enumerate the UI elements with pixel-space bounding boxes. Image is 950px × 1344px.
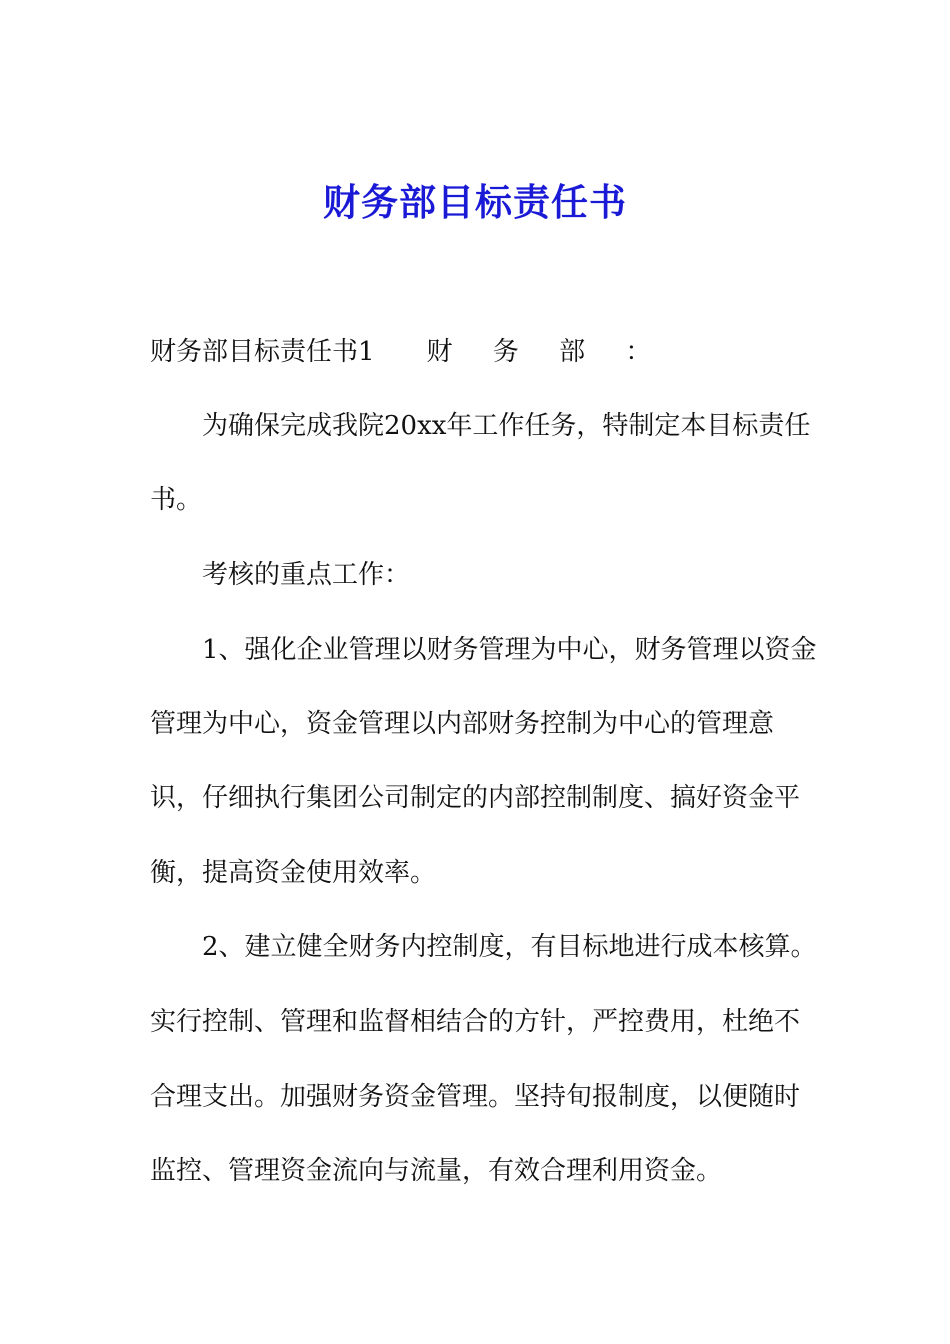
paragraph-line: 实行控制、管理和监督相结合的方针，严控费用，杜绝不 (150, 1007, 801, 1037)
paragraph-line: 衡，提高资金使用效率。 (150, 858, 437, 888)
paragraph-line: 考核的重点工作： (202, 560, 411, 590)
paragraph-line: 为确保完成我院20xx年工作任务，特制定本目标责任 (202, 411, 811, 441)
section-header (150, 334, 810, 370)
section-header-right: 财 务 部 ： (426, 337, 668, 367)
paragraph-line: 1、强化企业管理以财务管理为中心，财务管理以资金 (202, 635, 817, 665)
paragraph-line: 管理为中心，资金管理以内部财务控制为中心的管理意 (150, 709, 775, 739)
paragraph-line: 监控、管理资金流向与流量，有效合理利用资金。 (150, 1156, 723, 1186)
document-title: 财务部目标责任书 (323, 180, 627, 224)
section-header-left: 财务部目标责任书1 (150, 337, 375, 367)
paragraph-line: 2、建立健全财务内控制度，有目标地进行成本核算。 (202, 932, 817, 962)
paragraph-line: 合理支出。加强财务资金管理。坚持旬报制度，以便随时 (150, 1082, 801, 1112)
paragraph-line: 书。 (150, 485, 203, 515)
paragraph-line: 识，仔细执行集团公司制定的内部控制制度、搞好资金平 (150, 783, 801, 813)
